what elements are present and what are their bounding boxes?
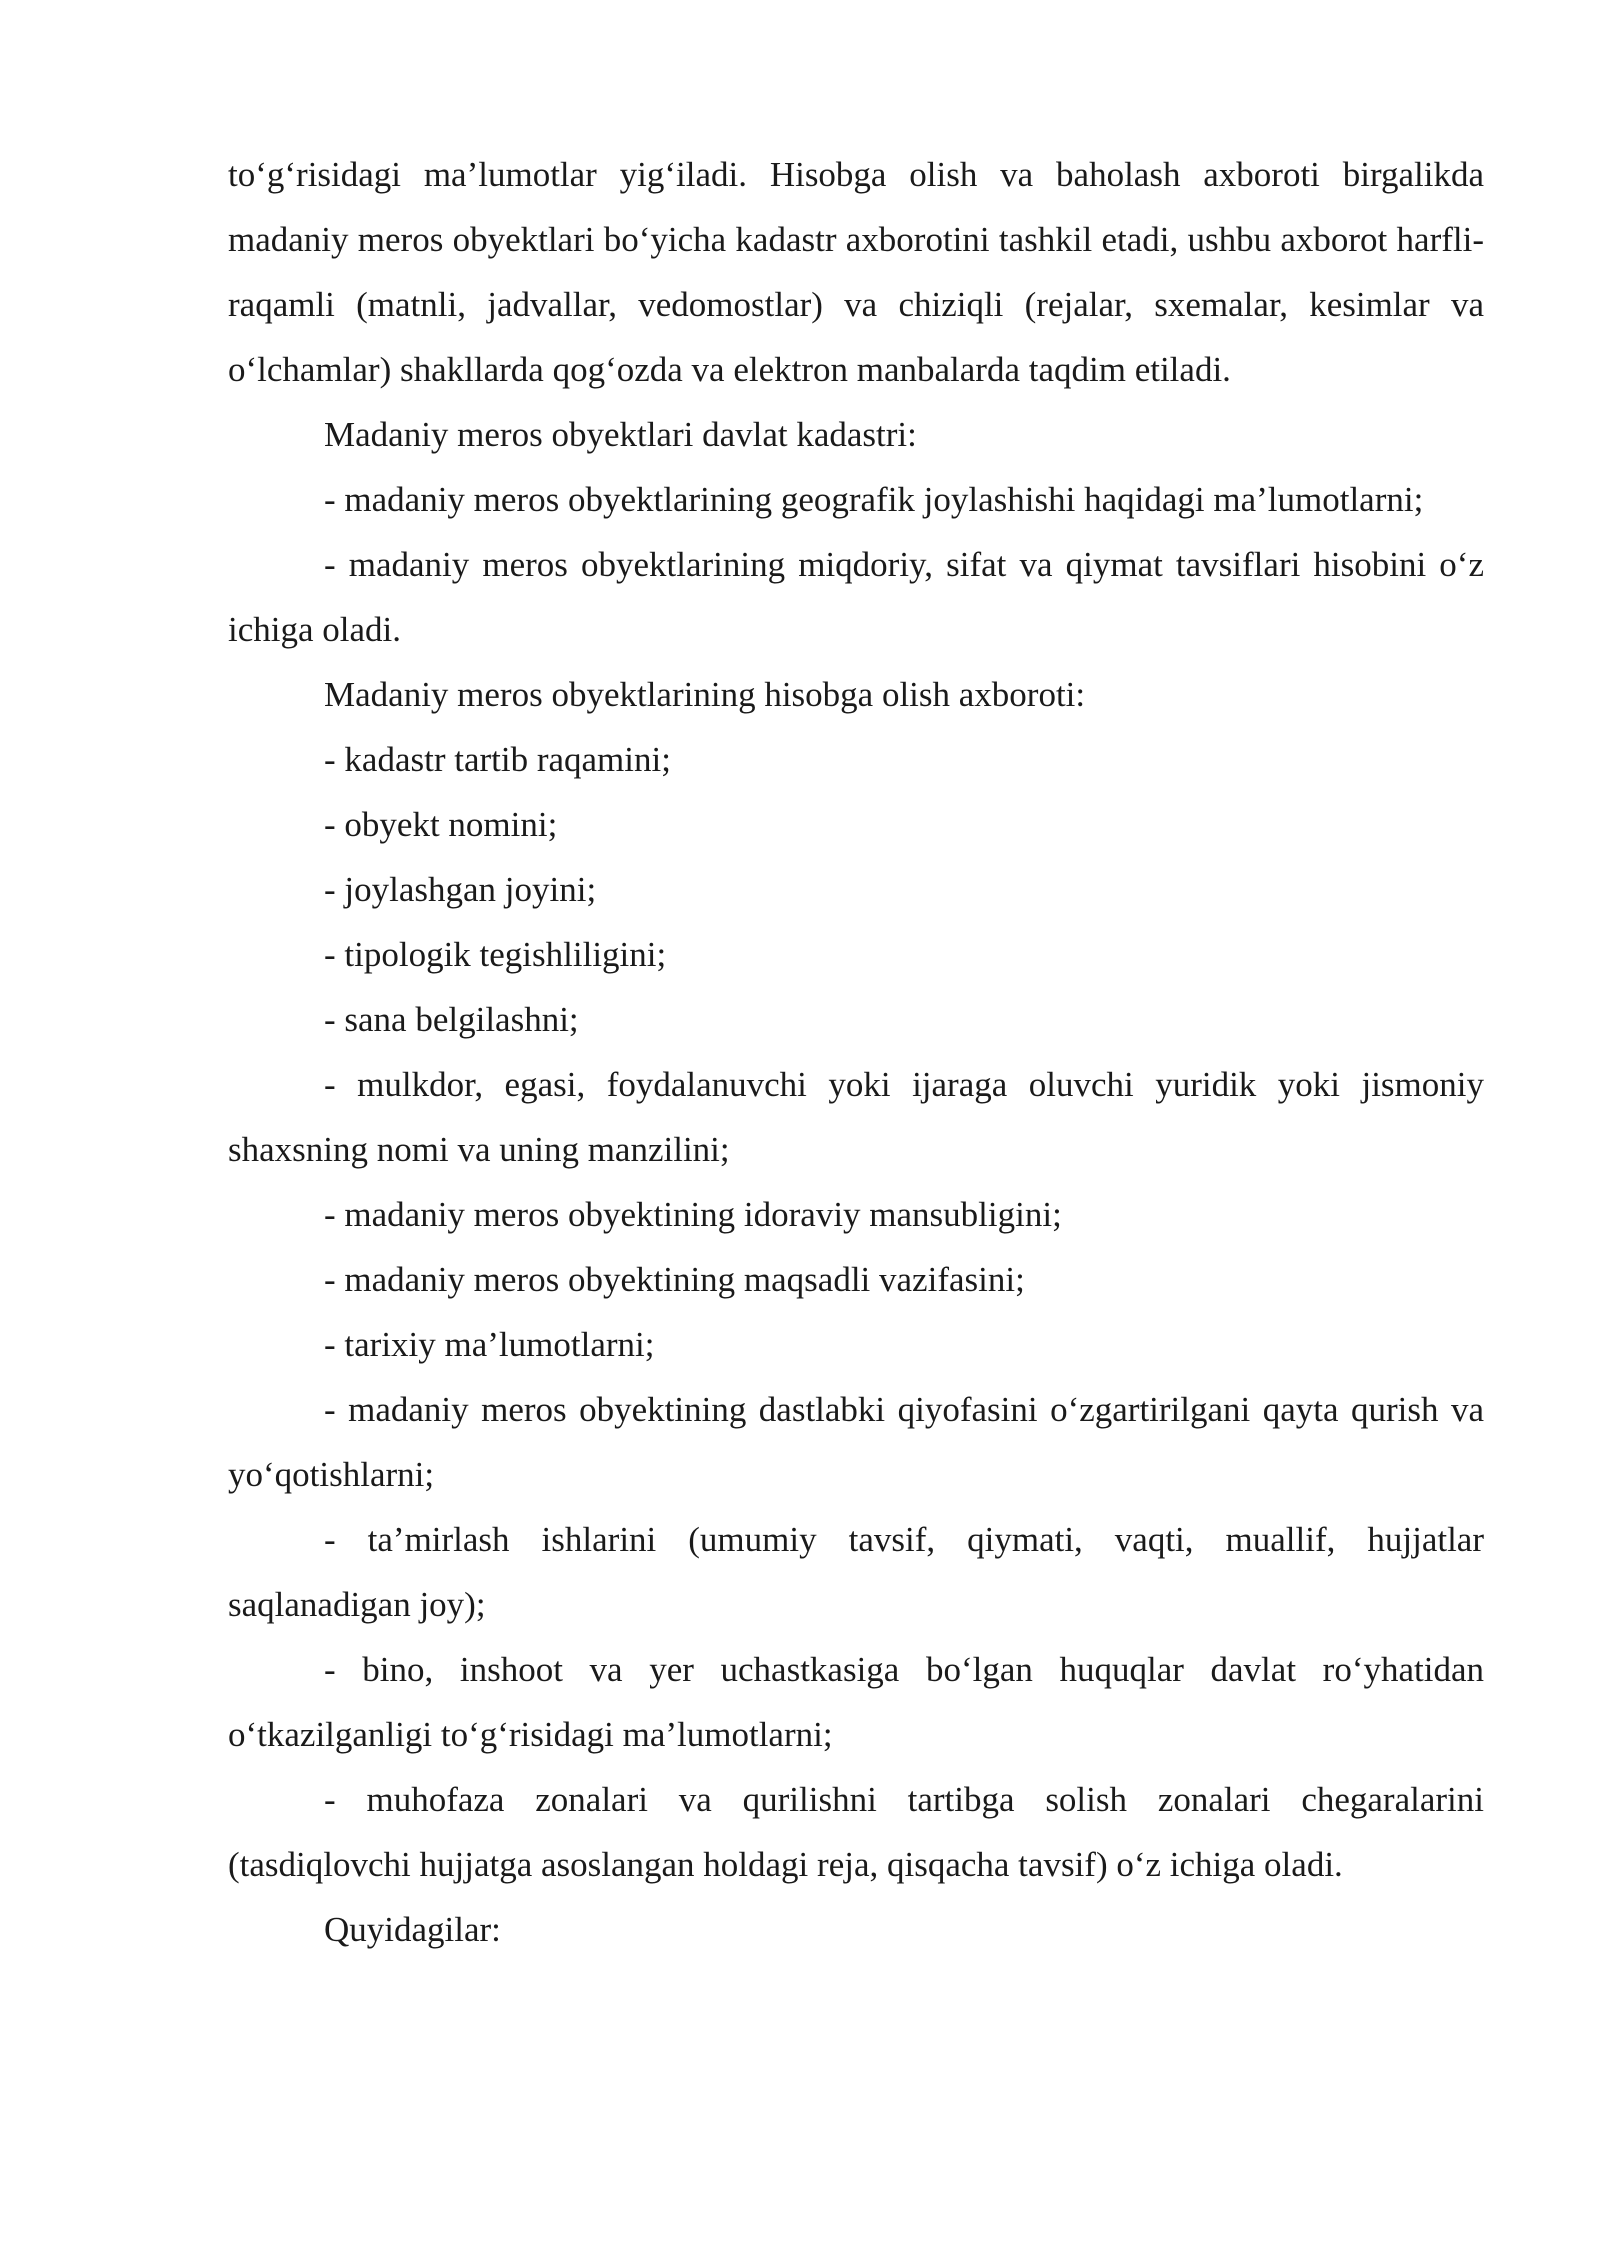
paragraph-continuation: to‘g‘risidagi ma’lumotlar yig‘iladi. Hisobga olish va baholash axboroti birgalikda madaniy meros obyektlari bo‘yicha kadastr axborotini tashkil etadi, ushbu axborot harfli-raqamli (matnli, jadvallar, vedomostlar) va chiziqli (rejalar, sxemalar, kesimlar va o‘lchamlar) shakllarda qog‘ozda va elektron manbalarda taqdim etiladi. [228,155,1484,389]
list-item: - obyekt nomini; [324,805,558,844]
list-item: - madaniy meros obyektlarining miqdoriy, sifat va qiymat tavsiflari hisobini o‘z ichiga oladi. [228,545,1484,649]
list-item: - muhofaza zonalari va qurilishni tartibga solish zonalari chegaralarini (tasdiqlovchi hujjatga asoslangan holdagi reja, qisqacha tavsif) o‘z ichiga oladi. [228,1780,1484,1884]
list-item: - tarixiy ma’lumotlarni; [324,1325,655,1364]
paragraph-accounting-intro: Madaniy meros obyektlarining hisobga olish axboroti: [324,675,1086,714]
document-page [228,142,1484,1962]
list-item: - kadastr tartib raqamini; [324,740,671,779]
list-item: - joylashgan joyini; [324,870,597,909]
list-item: - bino, inshoot va yer uchastkasiga bo‘lgan huquqlar davlat ro‘yhatidan o‘tkazilganligi to‘g‘risidagi ma’lumotlarni; [228,1650,1484,1754]
list-item: - madaniy meros obyektining dastlabki qiyofasini o‘zgartirilgani qayta qurish va yo‘qotishlarni; [228,1390,1484,1494]
paragraph-following-intro: Quyidagilar: [324,1910,501,1949]
list-item: - madaniy meros obyektining idoraviy mansubligini; [324,1195,1062,1234]
list-item: - sana belgilashni; [324,1000,579,1039]
list-item: - mulkdor, egasi, foydalanuvchi yoki ijaraga oluvchi yuridik yoki jismoniy shaxsning nomi va uning manzilini; [228,1065,1484,1169]
list-item: - tipologik tegishliligini; [324,935,667,974]
list-item: - ta’mirlash ishlarini (umumiy tavsif, qiymati, vaqti, muallif, hujjatlar saqlanadigan joy); [228,1520,1484,1624]
list-item: - madaniy meros obyektlarining geografik joylashishi haqidagi ma’lumotlarni; [324,480,1424,519]
paragraph-cadastre-intro: Madaniy meros obyektlari davlat kadastri: [324,415,917,454]
list-item: - madaniy meros obyektining maqsadli vazifasini; [324,1260,1025,1299]
